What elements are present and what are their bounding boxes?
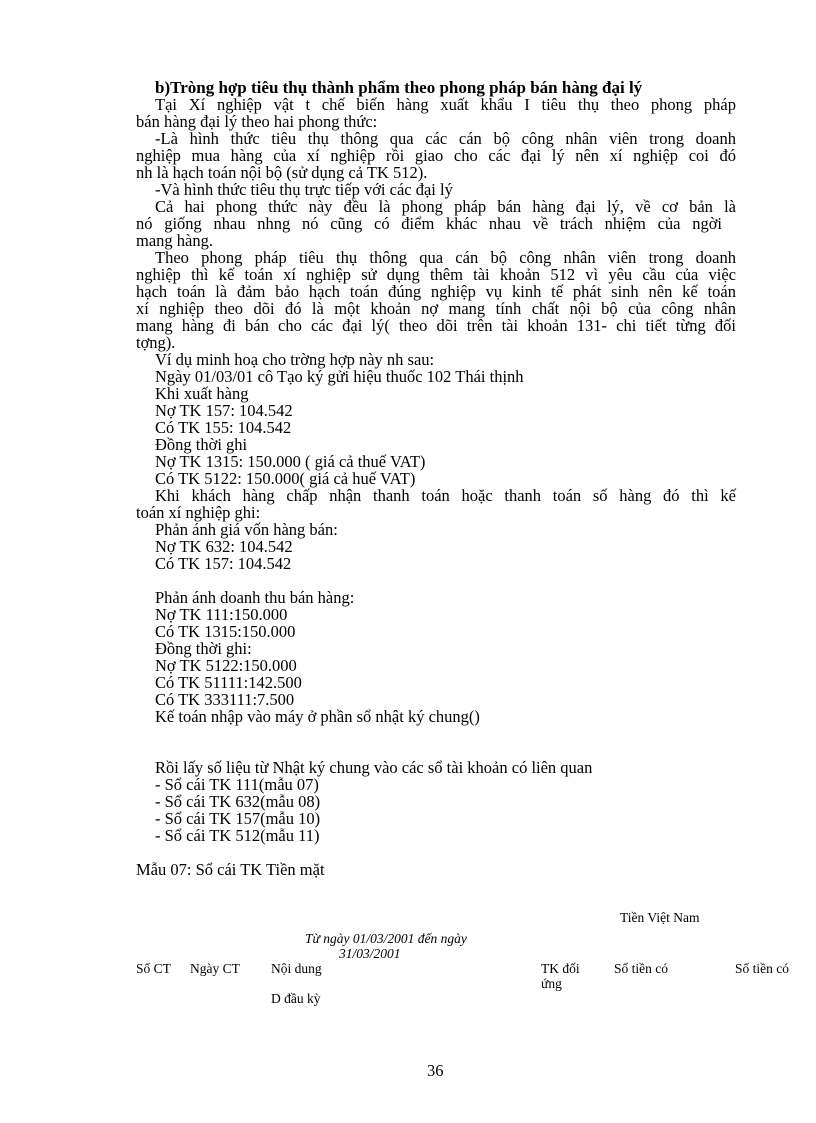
ledger-item: - Sổ cái TK 632(mẫu 08) — [155, 792, 321, 811]
body-line: tợng). — [136, 333, 176, 352]
journal-entry: Nợ TK 157: 104.542 — [155, 401, 293, 420]
body-line: mang hàng. — [136, 231, 213, 250]
example-line: Phản ánh giá vốn hàng bán: — [155, 520, 338, 539]
body-line: Theo phong pháp tiêu thụ thông qua cán bộ công nhân viên trong doanh — [155, 248, 736, 267]
period-line-2: 31/03/2001 — [339, 946, 401, 961]
col-header-so-tien-co-2: Số tiền có — [735, 961, 789, 976]
body-line: nh là hạch toán nội bộ (sử dụng cả TK 512). — [136, 163, 428, 182]
journal-entry: Có TK 333111:7.500 — [155, 690, 295, 709]
period-line-1: Từ ngày 01/03/2001 đến ngày — [305, 931, 467, 946]
example-line: Ngày 01/03/01 cô Tạo ký gửi hiệu thuốc 102 Thái thịnh — [155, 367, 524, 386]
col-header-so-tien-co: Số tiền có — [614, 961, 668, 976]
journal-entry: Có TK 5122: 150.000( giá cả huế VAT) — [155, 469, 416, 488]
body-line: -Và hình thức tiêu thụ trực tiếp với các đại lý — [155, 180, 453, 199]
body-line: nghiệp mua hàng của xí nghiệp rồi giao cho các đại lý nên xí nghiệp coi đó — [136, 146, 736, 165]
ledger-intro: Rồi lấy số liệu từ Nhật ký chung vào các sổ tài khoản có liên quan — [155, 758, 593, 777]
ledger-item: - Sổ cái TK 512(mẫu 11) — [155, 826, 320, 845]
body-line: hạch toán là đảm bảo hạch toán đúng nghiệp vụ kinh tế phát sinh nên kế toán — [136, 282, 736, 301]
example-line: Kế toán nhập vào máy ở phần sổ nhật ký chung() — [155, 707, 480, 726]
col-header-noi-dung: Nội dung — [271, 961, 322, 976]
body-line: nghiệp thì kế toán xí nghiệp sử dụng thêm tài khoản 512 vì yêu cầu của việc — [136, 265, 736, 284]
body-line: mang hàng đi bán cho các đại lý( theo dõi trên tài khoản 131- chi tiết từng đối — [136, 316, 736, 335]
journal-entry: Nợ TK 5122:150.000 — [155, 656, 297, 675]
example-line: Đồng thời ghi — [155, 435, 248, 454]
body-line: xí nghiệp theo dõi đó là một khoản nợ mang tính chất nội bộ của công nhân — [136, 299, 736, 318]
section-heading: b)Tròng hợp tiêu thụ thành phẩm theo phong pháp bán hàng đại lý — [155, 78, 643, 97]
example-line: Khi khách hàng chấp nhận thanh toán hoặc thanh toán số hàng đó thì kế — [155, 486, 736, 505]
body-line: -Là hình thức tiêu thụ thông qua các cán bộ công nhân viên trong doanh — [155, 129, 736, 148]
journal-entry: Có TK 157: 104.542 — [155, 554, 292, 573]
body-line: bán hàng đại lý theo hai phong thức: — [136, 112, 378, 131]
journal-entry: Nợ TK 111:150.000 — [155, 605, 288, 624]
ledger-item: - Sổ cái TK 157(mẫu 10) — [155, 809, 321, 828]
journal-entry: Nợ TK 632: 104.542 — [155, 537, 293, 556]
example-line: Phản ánh doanh thu bán hàng: — [155, 588, 355, 607]
example-line: Đồng thời ghi: — [155, 639, 252, 658]
form-title: Mẫu 07: Sổ cái TK Tiền mặt — [136, 860, 325, 879]
body-line: Tại Xí nghiệp vật t chế biến hàng xuất khẩu I tiêu thụ theo phong pháp — [155, 95, 736, 114]
body-line: nó giống nhau nhng nó cũng có điểm khác nhau về trách nhiệm của ngời — [136, 214, 722, 233]
col-header-tk-doi: TK đối — [541, 961, 580, 976]
row-opening-balance: D đầu kỳ — [271, 991, 321, 1006]
page-number: 36 — [427, 1061, 444, 1080]
body-line: Cả hai phong thức này đều là phong pháp bán hàng đại lý, về cơ bản là — [155, 197, 736, 216]
journal-entry: Có TK 1315:150.000 — [155, 622, 296, 641]
col-header-ngay-ct: Ngày CT — [190, 961, 240, 976]
ledger-item: - Sổ cái TK 111(mẫu 07) — [155, 775, 319, 794]
example-intro: Ví dụ minh hoạ cho trờng hợp này nh sau: — [155, 350, 435, 369]
journal-entry: Có TK 51111:142.500 — [155, 673, 302, 692]
currency-label: Tiền Việt Nam — [620, 910, 700, 925]
example-line: Khi xuất hàng — [155, 384, 249, 403]
col-header-tk-doi-line2: ứng — [541, 976, 562, 991]
journal-entry: Có TK 155: 104.542 — [155, 418, 292, 437]
journal-entry: Nợ TK 1315: 150.000 ( giá cả thuế VAT) — [155, 452, 426, 471]
example-line: toán xí nghiệp ghi: — [136, 503, 261, 522]
col-header-so-ct: Số CT — [136, 961, 171, 976]
